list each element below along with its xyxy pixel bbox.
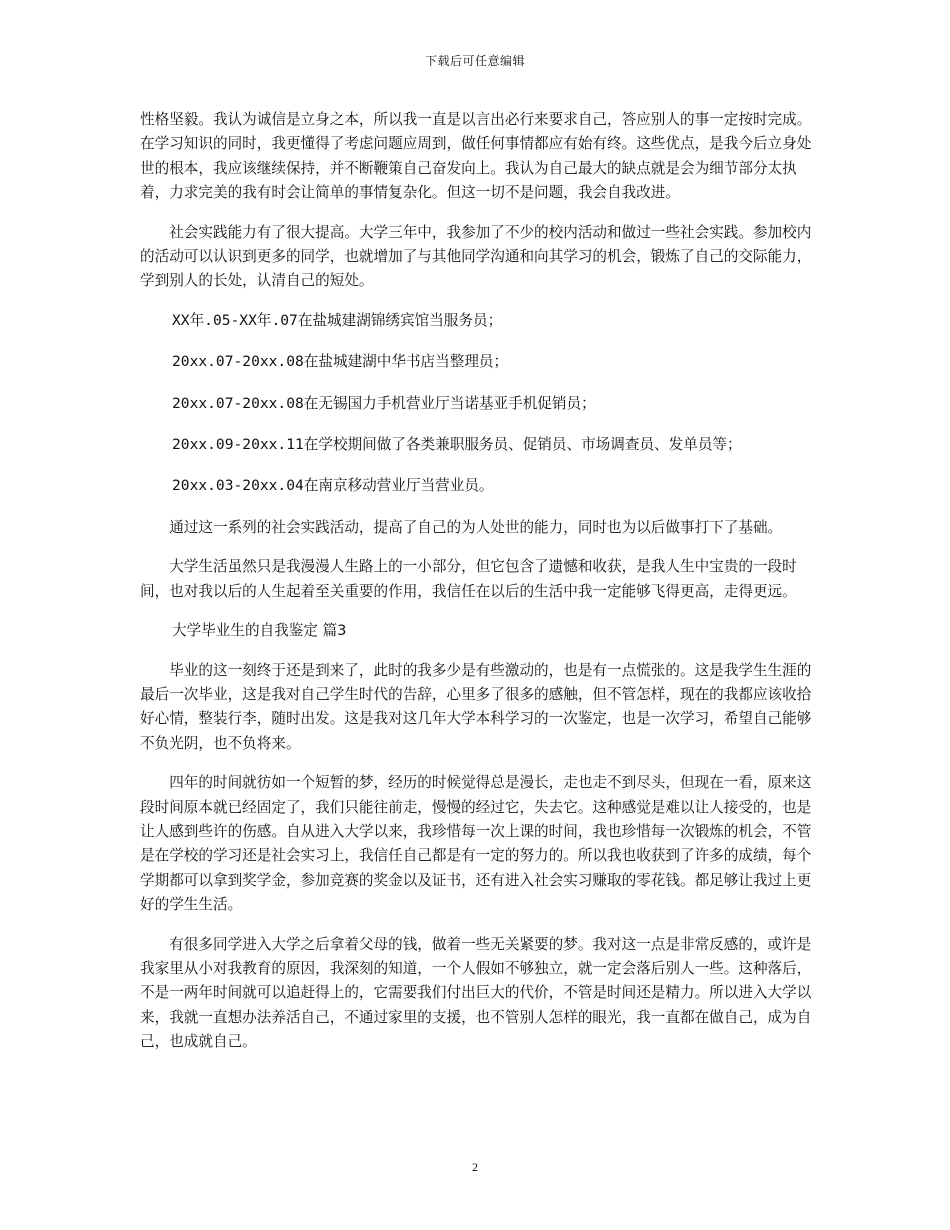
- paragraph-summary: 通过这一系列的社会实践活动，提高了自己的为人处世的能力，同时也为以后做事打下了基础。: [169, 518, 783, 536]
- experience-item: [140, 433, 812, 457]
- experience-period: 20xx.09-20xx.11: [172, 436, 304, 454]
- experience-desc: 在盐城建湖中华书店当整理员；: [303, 353, 509, 371]
- experience-period: 20xx.07-20xx.08: [172, 353, 304, 371]
- experience-item: [140, 350, 812, 374]
- page-number: 2: [472, 1160, 478, 1174]
- experience-item: [140, 309, 812, 333]
- paragraph-graduation: 毕业的这一刻终于还是到来了，此时的我多少是有些激动的，也是有一点慌张的。这是我学生生涯的最后一次毕业，这是我对自己学生时代的告辞，心里多了很多的感触，但不管怎样，现在的我都应该收拾好心情，整装行李，随时出发。这是我对这几年大学本科学习的一次鉴定，也是一次学习，希望自己能够不负光阴，也不负将来。: [140, 661, 812, 752]
- page-header: 下载后可任意编辑: [424, 54, 525, 68]
- experience-desc: 在盐城建湖锦绣宾馆当服务员；: [297, 311, 503, 329]
- experience-desc: 在南京移动营业厅当营业员。: [303, 477, 494, 495]
- experience-period: 20xx.03-20xx.04: [172, 477, 304, 495]
- paragraph-university-life: 大学生活虽然只是我漫漫人生路上的一小部分，但它包含了遗憾和收获，是我人生中宝贵的一段时间，也对我以后的人生起着至关重要的作用，我信任在以后的生活中我一定能够飞得更高，走得更远。: [140, 558, 797, 600]
- experience-item: [140, 474, 812, 498]
- experience-desc: 在学校期间做了各类兼职服务员、促销员、市场调查员、发单员等；: [303, 436, 742, 454]
- paragraph-independence: 有很多同学进入大学之后拿着父母的钱，做着一些无关紧要的梦。我对这一点是非常反感的，或许是我家里从小对我教育的原因，我深刻的知道，一个人假如不够独立，就一定会落后别人一些。这种落后，不是一两年时间就可以追赶得上的，它需要我们付出巨大的代价，不管是时间还是精力。所以进入大学以来，我就一直想办法养活自己，不通过家里的支援，也不管别人怎样的眼光，我一直都在做自己，成为自己，也成就自己。: [140, 935, 812, 1051]
- experience-item: [140, 392, 812, 416]
- experience-period: 20xx.07-20xx.08: [172, 394, 304, 412]
- document-body: [140, 108, 812, 1070]
- paragraph-character: 性格坚毅。我认为诚信是立身之本，所以我一直是以言出必行来要求自己，答应别人的事一定按时完成。在学习知识的同时，我更懂得了考虑问题应周到，做任何事情都应有始有终。这些优点，是我今后立身处世的根本，我应该继续保持，并不断鞭策自己奋发向上。我认为自己最大的缺点就是会为细节部分太执着，力求完美的我有时会让简单的事情复杂化。但这一切不是问题，我会自我改进。: [140, 111, 812, 202]
- experience-period: XX年.05-XX年.07: [172, 311, 298, 329]
- paragraph-four-years: 四年的时间就彷如一个短暂的梦，经历的时候觉得总是漫长，走也走不到尽头，但现在一看，原来这段时间原本就已经固定了，我们只能往前走，慢慢的经过它，失去它。这种感觉是难以让人接受的，也是让人感到些许的伤感。自从进入大学以来，我珍惜每一次上课的时间，我也珍惜每一次锻炼的机会，不管是在学校的学习还是社会实习上，我信任自己都是有一定的努力的。所以我也收获到了许多的成绩，每个学期都可以拿到奖学金，参加竞赛的奖金以及证书，还有进入社会实习赚取的零花钱。都足够让我过上更好的学生生活。: [140, 774, 812, 914]
- section-heading: 大学毕业生的自我鉴定 篇3: [172, 622, 347, 640]
- experience-desc: 在无锡国力手机营业厅当诺基亚手机促销员；: [303, 394, 596, 412]
- paragraph-social-practice: 社会实践能力有了很大提高。大学三年中，我参加了不少的校内活动和做过一些社会实践。参加校内的活动可以认识到更多的同学，也就增加了与其他同学沟通和向其学习的机会，锻炼了自己的交际能力，学到别人的长处，认清自己的短处。: [140, 223, 812, 290]
